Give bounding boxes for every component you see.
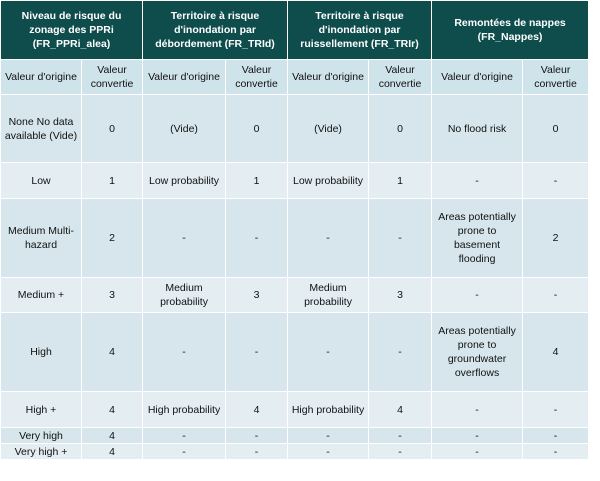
table-cell: (Vide): [288, 95, 369, 163]
table-cell: 3: [369, 278, 432, 313]
table-cell: High probability: [288, 392, 369, 428]
table-cell: 0: [226, 95, 288, 163]
table-cell: 4: [523, 313, 589, 392]
table-cell: -: [369, 428, 432, 444]
table-cell: -: [523, 444, 589, 460]
table-cell: -: [432, 428, 523, 444]
table-cell: High: [1, 313, 82, 392]
subheader-converted: Valeur convertie: [82, 60, 143, 95]
table-cell: Low probability: [288, 163, 369, 199]
table-cell: -: [523, 278, 589, 313]
table-cell: Areas potentially prone to groundwater overflows: [432, 313, 523, 392]
header-trir: Territoire à risque d'inondation par ruissellement (FR_TRIr): [288, 1, 432, 60]
table-cell: -: [288, 444, 369, 460]
table-cell: -: [143, 313, 226, 392]
table-cell: 2: [523, 199, 589, 278]
table-cell: -: [143, 444, 226, 460]
table-cell: High +: [1, 392, 82, 428]
table-cell: Medium +: [1, 278, 82, 313]
subheader-origin: Valeur d'origine: [288, 60, 369, 95]
table-cell: Medium Multi-hazard: [1, 199, 82, 278]
table-cell: -: [369, 313, 432, 392]
subheader-origin: Valeur d'origine: [1, 60, 82, 95]
subheader-row: [1, 60, 589, 95]
table-cell: Medium probability: [143, 278, 226, 313]
table-cell: -: [288, 313, 369, 392]
table-cell: 1: [369, 163, 432, 199]
table-cell: 4: [226, 392, 288, 428]
table-cell: -: [432, 392, 523, 428]
table-cell: -: [432, 278, 523, 313]
table-cell: 0: [369, 95, 432, 163]
table-cell: (Vide): [143, 95, 226, 163]
table-cell: 1: [82, 163, 143, 199]
table-cell: 0: [82, 95, 143, 163]
table-cell: -: [226, 428, 288, 444]
table-row: [1, 428, 589, 444]
table-row: [1, 392, 589, 428]
table-cell: 1: [226, 163, 288, 199]
table-cell: -: [143, 428, 226, 444]
table-row: [1, 95, 589, 163]
table-cell: 0: [523, 95, 589, 163]
table-cell: -: [226, 313, 288, 392]
table-cell: 4: [82, 444, 143, 460]
table-cell: 4: [82, 428, 143, 444]
table-cell: Very high +: [1, 444, 82, 460]
table-cell: Areas potentially prone to basement flooding: [432, 199, 523, 278]
table-cell: High probability: [143, 392, 226, 428]
subheader-origin: Valeur d'origine: [432, 60, 523, 95]
table-cell: Medium probability: [288, 278, 369, 313]
table-cell: 4: [82, 392, 143, 428]
table-cell: Low probability: [143, 163, 226, 199]
table-cell: -: [288, 428, 369, 444]
subheader-origin: Valeur d'origine: [143, 60, 226, 95]
table-cell: -: [226, 444, 288, 460]
table-cell: -: [288, 199, 369, 278]
table-cell: 3: [82, 278, 143, 313]
table-cell: 3: [226, 278, 288, 313]
table-cell: -: [369, 199, 432, 278]
header-trid: Territoire à risque d'inondation par débordement (FR_TRId): [143, 1, 288, 60]
table-cell: -: [432, 163, 523, 199]
table-cell: -: [143, 199, 226, 278]
table-cell: No flood risk: [432, 95, 523, 163]
table-cell: -: [369, 444, 432, 460]
table-cell: Low: [1, 163, 82, 199]
table-row: [1, 444, 589, 460]
table-cell: None No data available (Vide): [1, 95, 82, 163]
table-cell: -: [432, 444, 523, 460]
table-row: [1, 163, 589, 199]
table-row: [1, 199, 589, 278]
table-cell: -: [226, 199, 288, 278]
table-cell: Very high: [1, 428, 82, 444]
subheader-converted: Valeur convertie: [369, 60, 432, 95]
table-cell: -: [523, 428, 589, 444]
header-row: [1, 1, 589, 60]
header-nappes: Remontées de nappes (FR_Nappes): [432, 1, 589, 60]
table-row: [1, 313, 589, 392]
table-cell: -: [523, 163, 589, 199]
header-ppri: Niveau de risque du zonage des PPRi (FR_PPRi_alea): [1, 1, 143, 60]
table-cell: -: [523, 392, 589, 428]
subheader-converted: Valeur convertie: [226, 60, 288, 95]
table-cell: 4: [369, 392, 432, 428]
table-cell: 4: [82, 313, 143, 392]
table-cell: 2: [82, 199, 143, 278]
subheader-converted: Valeur convertie: [523, 60, 589, 95]
table-row: [1, 278, 589, 313]
